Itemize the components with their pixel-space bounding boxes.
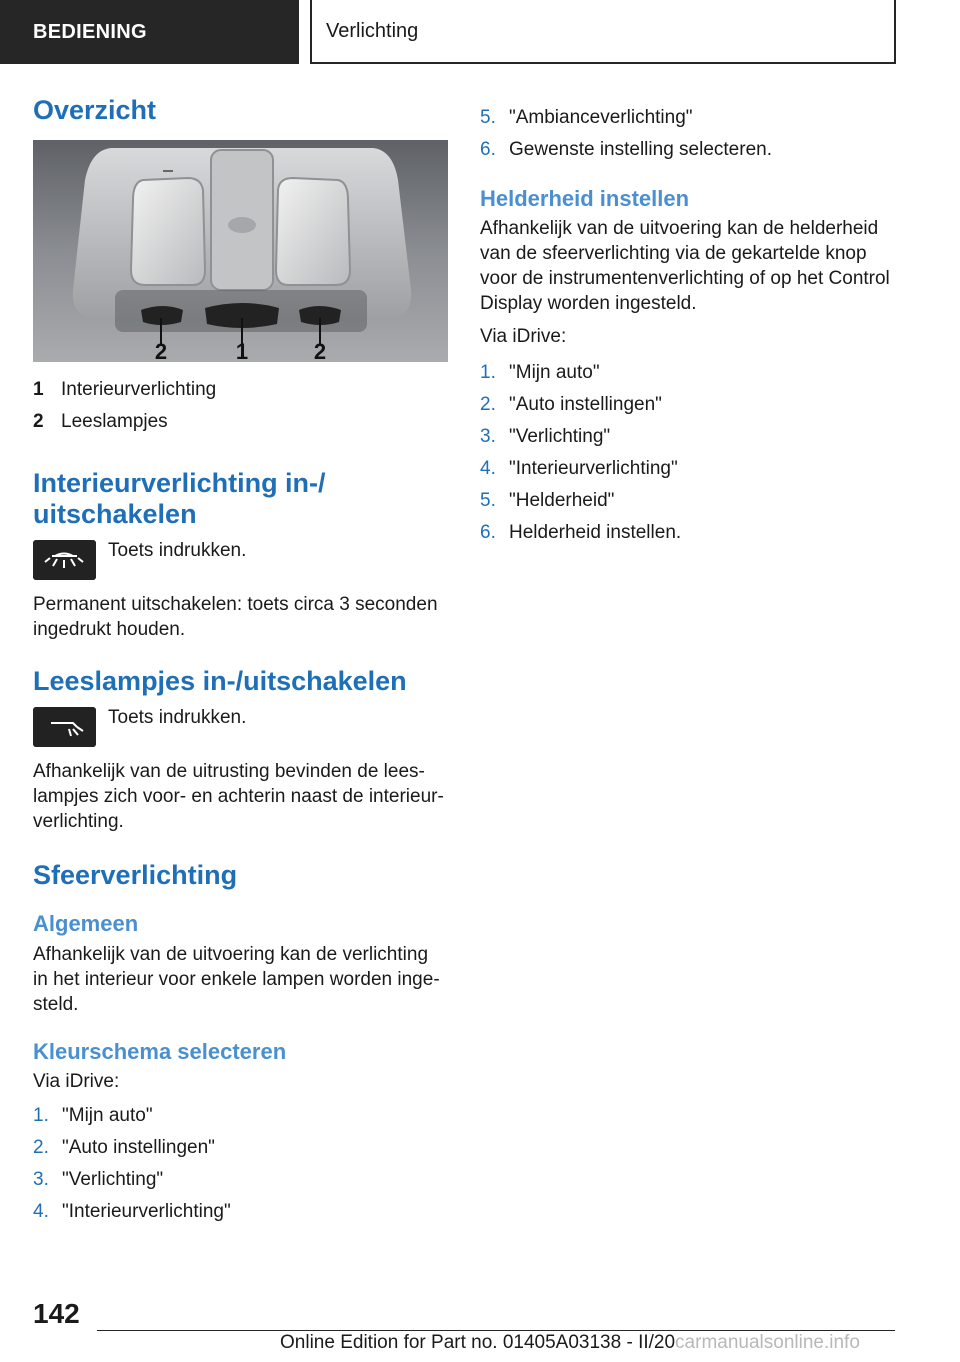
step-text: "Helderheid" — [509, 490, 615, 512]
step-text: Helderheid instellen. — [509, 522, 682, 544]
list-item — [480, 389, 900, 421]
reading-heading: Leeslampjes in-/uitschakelen — [33, 666, 407, 697]
list-item — [33, 1100, 448, 1132]
interior-heading-line1: Interieurverlichting in-/ — [33, 468, 326, 499]
step-text: "Auto instellingen" — [62, 1137, 215, 1159]
interior-body: Permanent uitschakelen: toets circa 3 seconden ingedrukt houden. — [33, 594, 438, 641]
interior-button-row — [33, 540, 448, 580]
step-text: "Interieurverlichting" — [62, 1201, 231, 1223]
step-number: 2. — [33, 1137, 49, 1159]
chapter-tab — [310, 0, 896, 64]
legend-text: Interieurverlichting — [61, 379, 217, 401]
legend-text: Leeslampjes — [61, 411, 168, 433]
color-scheme-heading: Kleurschema selecteren — [33, 1038, 287, 1064]
legend-number: 1 — [33, 379, 44, 401]
list-item — [480, 134, 900, 166]
step-number: 5. — [480, 107, 496, 128]
brightness-intro: Via iDrive: — [480, 326, 567, 348]
edition-text: Online Edition for Part no. 01405A03138 - II/20 — [280, 1332, 676, 1353]
step-text: "Mijn auto" — [509, 362, 600, 384]
reading-body: Afhankelijk van de uitrusting bevinden de leeslampjes zich voor- en achterin naast de interieurverlichting. — [33, 761, 444, 833]
step-number: 3. — [33, 1169, 49, 1191]
list-item — [33, 1164, 448, 1196]
reading-button-row — [33, 707, 448, 747]
step-number: 6. — [480, 139, 496, 160]
chapter-title: Verlichting — [326, 19, 419, 42]
step-text: Gewenste instelling selecteren. — [509, 139, 772, 160]
list-item — [33, 1132, 448, 1164]
step-number: 4. — [480, 458, 496, 480]
step-number: 3. — [480, 426, 496, 448]
right-column — [480, 102, 900, 549]
legend-item — [33, 374, 448, 406]
photo-legend — [33, 374, 448, 438]
brightness-heading: Helderheid instellen — [480, 186, 690, 211]
brightness-body: Afhankelijk van de uitvoering kan de helderheid van de sfeerverlichting via de gekartelde knop voor de instrumentenverlichting of op het Control Display worden ingesteld. — [480, 218, 890, 315]
step-number: 6. — [480, 522, 496, 544]
step-number: 1. — [480, 362, 496, 384]
photo-label-left: 2 — [154, 339, 168, 363]
legend-number: 2 — [33, 411, 44, 433]
ambient-heading: Sfeerverlichting — [33, 860, 238, 891]
list-item — [480, 357, 900, 389]
step-number: 2. — [480, 394, 496, 416]
overview-heading: Overzicht — [33, 95, 157, 125]
watermark-text: carmanualsonline.info — [675, 1332, 860, 1353]
overhead-console-photo — [33, 140, 448, 362]
step-text: "Ambianceverlichting" — [509, 107, 693, 128]
section-tab — [0, 0, 299, 64]
brightness-steps — [480, 357, 900, 549]
step-text: "Interieurverlichting" — [509, 458, 678, 480]
color-scheme-steps-continued — [480, 102, 900, 166]
step-text: "Verlichting" — [509, 426, 611, 448]
left-column — [33, 95, 448, 1228]
list-item — [480, 517, 900, 549]
page-number: 142 — [33, 1298, 80, 1329]
photo-label-right: 2 — [313, 339, 327, 363]
interior-heading — [33, 468, 448, 530]
reading-light-icon — [33, 707, 96, 747]
list-item — [480, 485, 900, 517]
general-body: Afhankelijk van de uitvoering kan de verlichting in het interieur voor enkele lampen worden ingesteld. — [33, 943, 440, 1015]
legend-item — [33, 406, 448, 438]
section-title: BEDIENING — [33, 20, 147, 43]
general-heading: Algemeen — [33, 911, 139, 937]
list-item — [480, 102, 900, 134]
footer-divider — [97, 1330, 895, 1331]
step-text: "Verlichting" — [62, 1169, 164, 1191]
color-scheme-intro: Via iDrive: — [33, 1071, 120, 1093]
step-text: "Mijn auto" — [62, 1105, 153, 1127]
interior-button-text: Toets indrukken. — [108, 540, 247, 562]
interior-heading-line2: uitschakelen — [33, 499, 197, 530]
reading-button-text: Toets indrukken. — [108, 707, 247, 729]
list-item — [33, 1196, 448, 1228]
color-scheme-steps — [33, 1100, 448, 1228]
photo-label-center: 1 — [235, 339, 249, 363]
footer-edition — [280, 1332, 860, 1354]
step-number: 1. — [33, 1105, 49, 1127]
list-item — [480, 421, 900, 453]
step-number: 5. — [480, 490, 496, 512]
list-item — [480, 453, 900, 485]
interior-light-icon — [33, 540, 96, 580]
step-text: "Auto instellingen" — [509, 394, 662, 416]
step-number: 4. — [33, 1201, 49, 1223]
